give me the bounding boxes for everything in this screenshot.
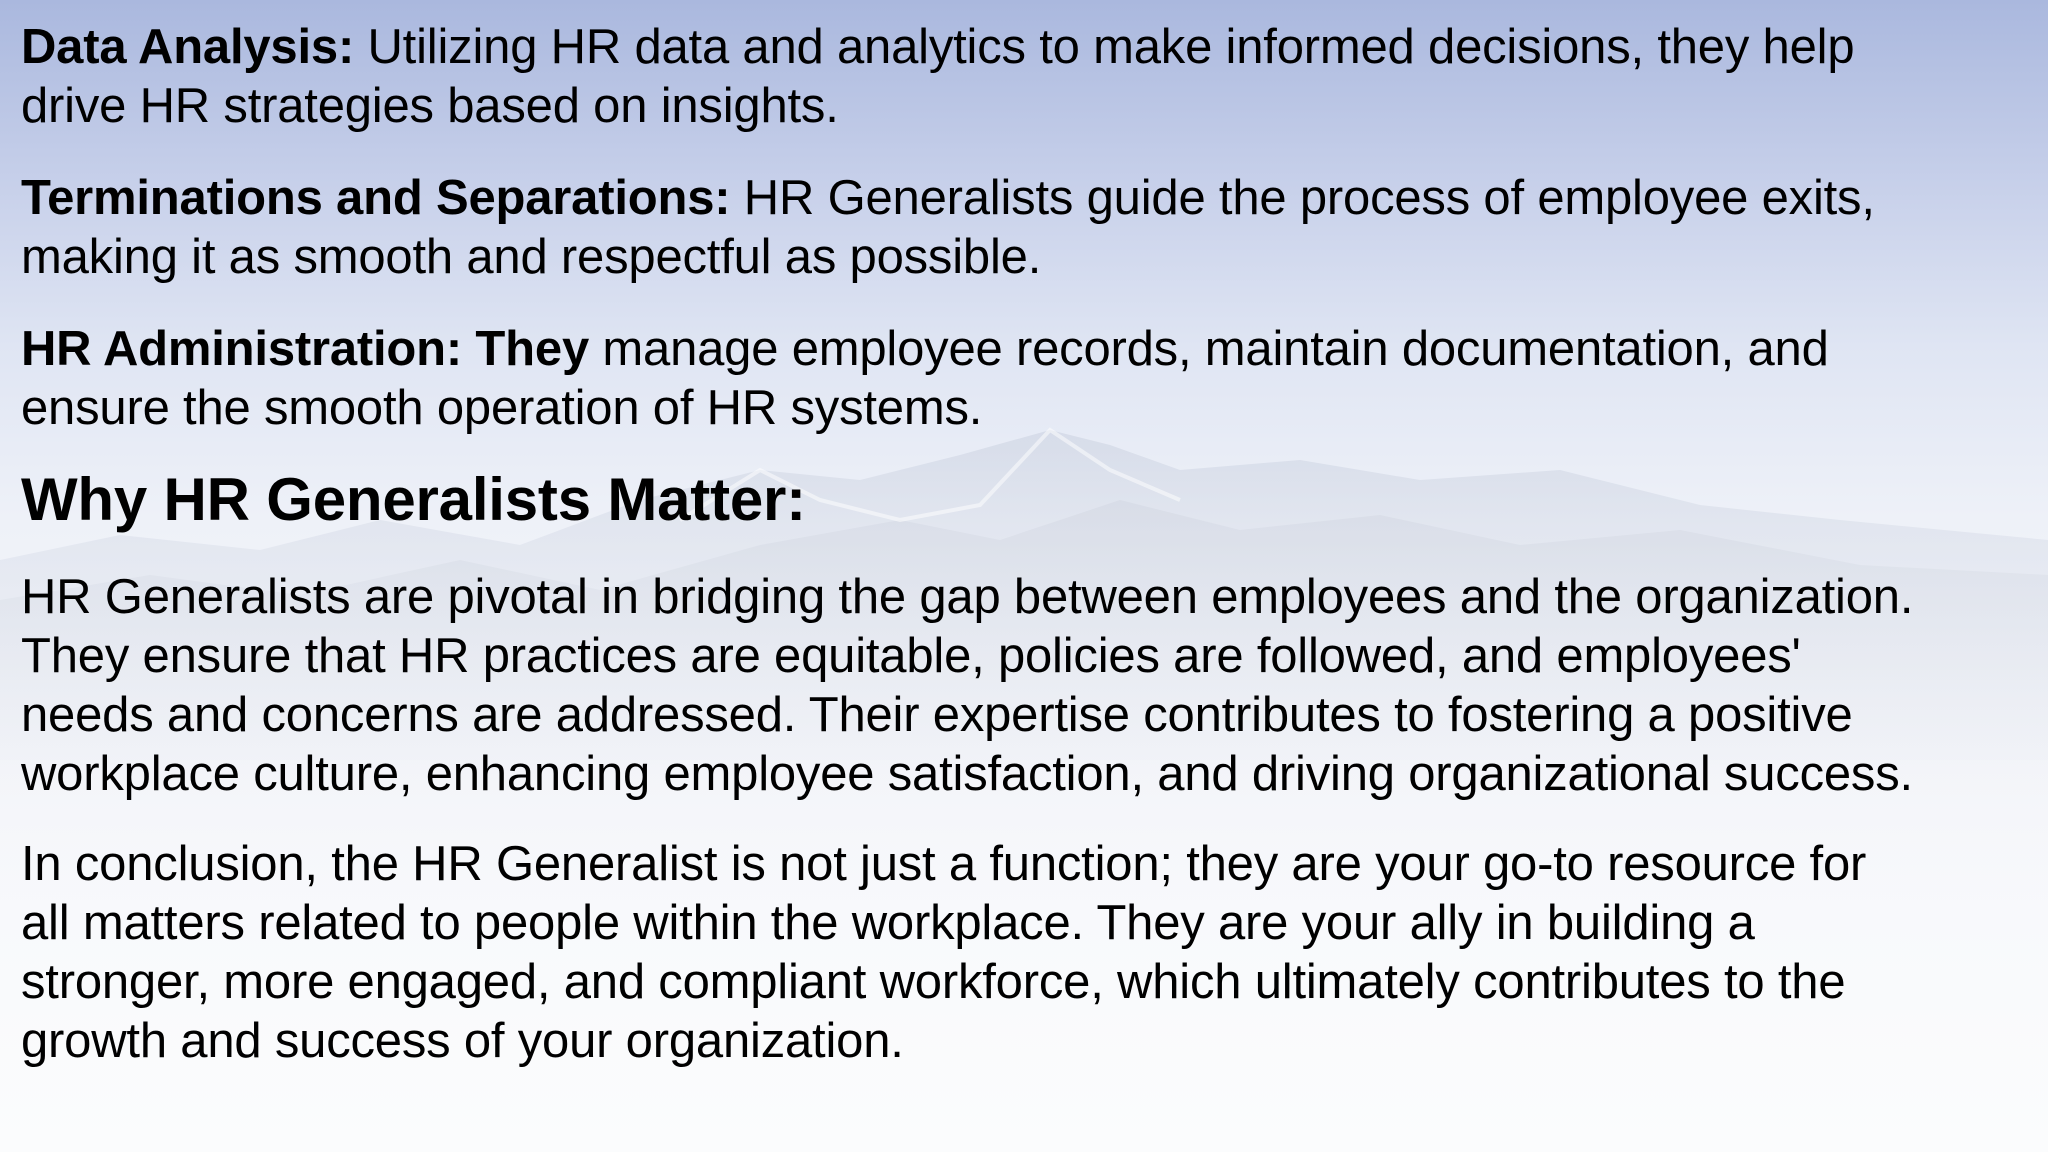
terminations-label: Terminations and Separations: [21,171,731,225]
data-analysis-line2: drive HR strategies based on insights. [21,79,839,133]
spacer [21,287,2021,320]
spacer [21,535,2021,568]
why-matter-line1: HR Generalists are pivotal in bridging the gap between employees and the organization. [21,570,1914,624]
hr-administration-label: HR Administration: They [21,322,589,376]
why-matter-line3: needs and concerns are addressed. Their expertise contributes to fostering a positive [21,688,1853,742]
conclusion-line2: all matters related to people within the workplace. They are your ally in building a [21,896,1755,950]
section-heading: Why HR Generalists Matter: [21,466,806,533]
terminations-paragraph [21,169,2021,287]
hr-administration-line2: ensure the smooth operation of HR systems. [21,381,983,435]
why-matter-line4: workplace culture, enhancing employee satisfaction, and driving organizational success. [21,747,1913,801]
data-analysis-label: Data Analysis: [21,20,355,74]
data-analysis-paragraph [21,18,2021,136]
hr-administration-paragraph [21,320,2021,438]
spacer [21,804,2021,835]
conclusion-line4: growth and success of your organization. [21,1014,904,1068]
why-matter-paragraph [21,568,2021,804]
why-matter-line2: They ensure that HR practices are equitable, policies are followed, and employees' [21,629,1801,683]
hr-administration-line1: manage employee records, maintain documentation, and [589,322,1829,376]
spacer [21,136,2021,169]
conclusion-paragraph [21,835,2021,1071]
terminations-line2: making it as smooth and respectful as possible. [21,230,1042,284]
terminations-line1: HR Generalists guide the process of employee exits, [730,171,1875,225]
conclusion-line1: In conclusion, the HR Generalist is not just a function; they are your go-to resource for [21,837,1867,891]
conclusion-line3: stronger, more engaged, and compliant workforce, which ultimately contributes to the [21,955,1846,1009]
data-analysis-line1: Utilizing HR data and analytics to make informed decisions, they help [354,20,1855,74]
slide-content [21,18,2021,1071]
spacer [21,438,2021,465]
